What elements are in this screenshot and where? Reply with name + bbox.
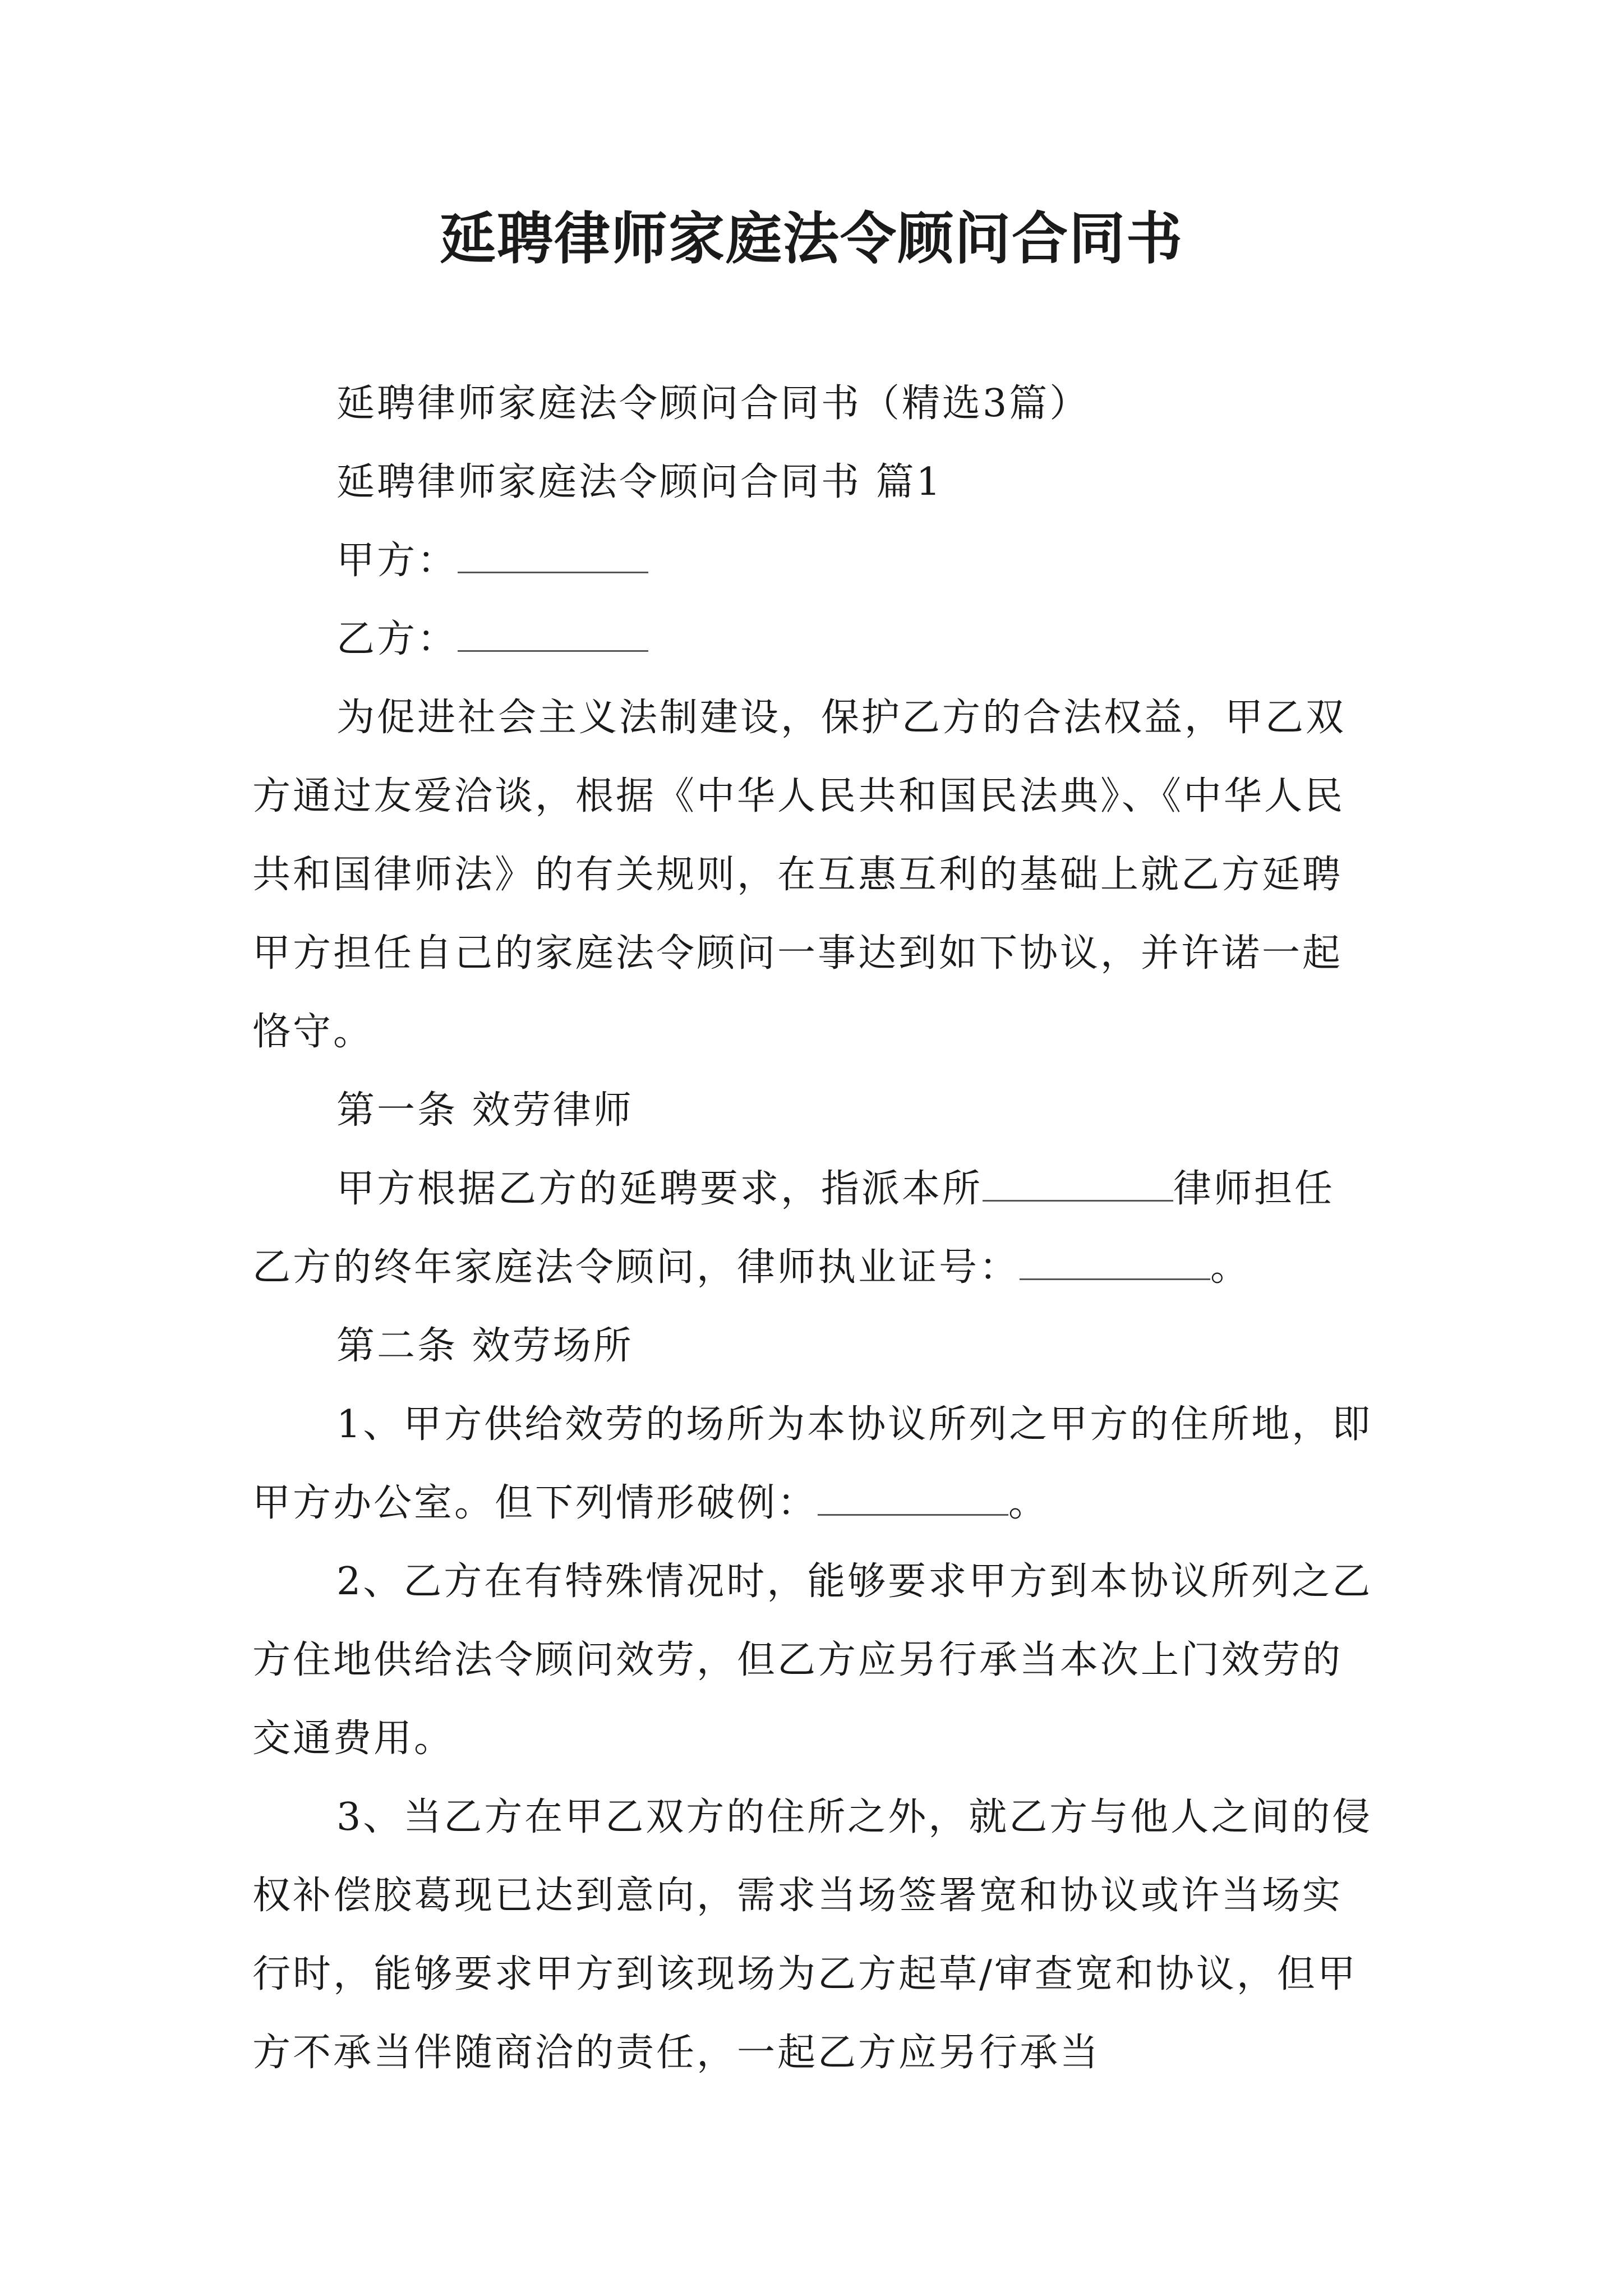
license-number-blank [1020,1245,1210,1280]
party-b-label: 乙方： [336,617,458,661]
article1-paragraph [252,1150,1374,1307]
article1-text-a: 甲方根据乙方的延聘要求，指派本所 [336,1167,983,1211]
article1-text-b: 律师担任乙方的终年家庭法令顾问，律师执业证号： [252,1167,1335,1290]
party-a-label: 甲方： [336,539,458,583]
section-heading: 延聘律师家庭法令顾问合同书 篇1 [336,460,943,504]
exception-blank [818,1480,1008,1516]
clause2-paragraph: 2、乙方在有特殊情况时，能够要求甲方到本协议所列之乙方住地供给法令顾问效劳，但乙方应另行承当本次上门效劳的交通费用。 [252,1559,1373,1761]
article1-text-c: 。 [1210,1245,1251,1290]
lawyer-name-blank [983,1166,1173,1202]
document-body [252,365,1374,2092]
clause3-paragraph: 3、当乙方在甲乙双方的住所之外，就乙方与他人之间的侵权补偿胶葛现已达到意向，需求当场签署宽和协议或许当场实行时，能够要求甲方到该现场为乙方起草/审查宽和协议，但甲方不承当伴随商洽的责任，一起乙方应另行承当 [252,1795,1373,2075]
party-b-blank [458,616,648,652]
clause1-paragraph [252,1386,1374,1543]
document-title: 延聘律师家庭法令顾问合同书 [440,205,1183,272]
party-b-line [252,600,1374,679]
party-a-line [252,522,1374,600]
clause1-text-b: 。 [1008,1481,1049,1525]
clause1-text-a: 1、甲方供给效劳的场所为本协议所列之甲方的住所地，即甲方办公室。但下列情形破例： [252,1402,1373,1525]
article1-title: 第一条 效劳律师 [336,1088,634,1133]
intro-paragraph: 为促进社会主义法制建设，保护乙方的合法权益，甲乙双方通过友爱洽谈，根据《中华人民共和国民法典》、《中华人民共和国律师法》的有关规则，在互惠互利的基础上就乙方延聘甲方担任自己的家庭法令顾问一事达到如下协议，并许诺一起恪守。 [252,696,1347,1054]
subtitle: 延聘律师家庭法令顾问合同书（精选3篇） [336,381,1090,426]
party-a-blank [458,538,648,573]
article2-title: 第二条 效劳场所 [336,1324,634,1368]
